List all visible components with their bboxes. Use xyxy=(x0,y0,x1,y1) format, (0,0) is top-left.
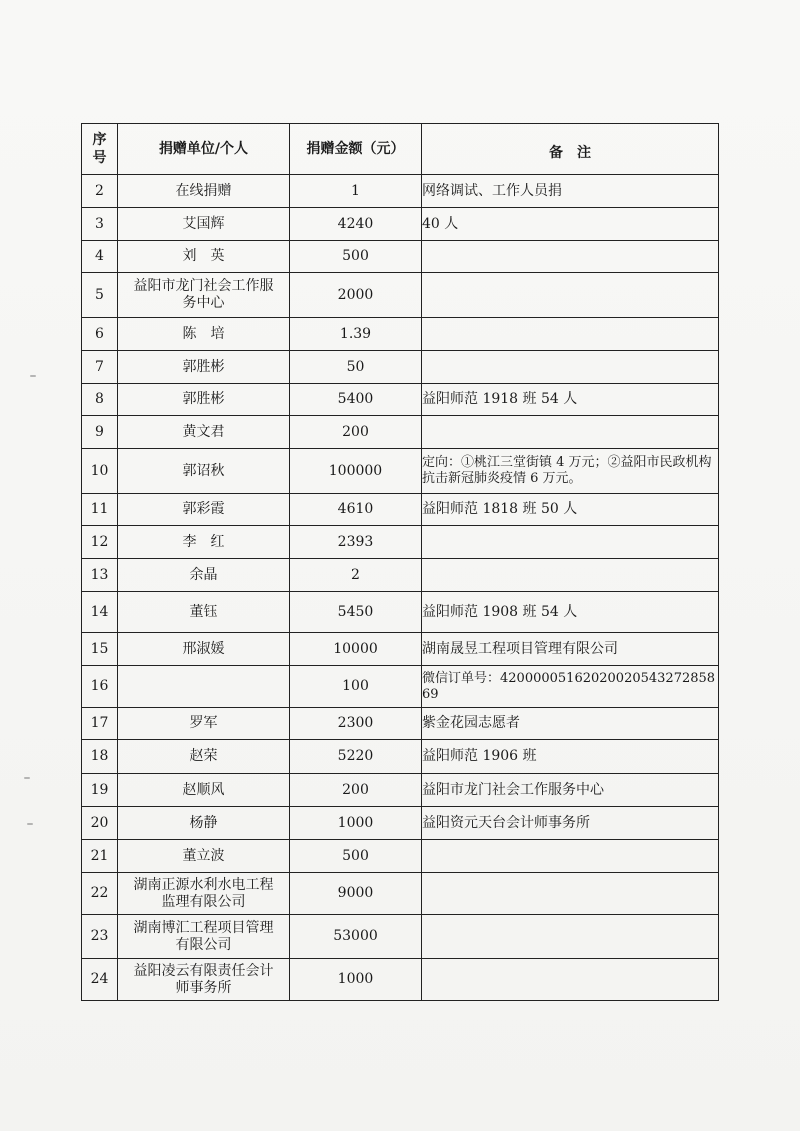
row-donor: 郭胜彬 xyxy=(118,351,290,384)
row-note xyxy=(422,351,719,384)
row-note: 网络调试、工作人员捐 xyxy=(422,175,719,208)
table-row xyxy=(82,526,719,559)
row-index: 24 xyxy=(82,959,118,1001)
row-index: 8 xyxy=(82,384,118,416)
row-index: 11 xyxy=(82,494,118,526)
row-donor: 益阳市龙门社会工作服务中心 xyxy=(118,273,290,318)
row-note xyxy=(422,915,719,959)
row-index: 21 xyxy=(82,840,118,873)
table-row xyxy=(82,559,719,592)
row-donor: 董立波 xyxy=(118,840,290,873)
row-note: 40 人 xyxy=(422,208,719,241)
row-donor xyxy=(118,666,290,708)
row-amount: 5400 xyxy=(290,384,422,416)
row-donor: 湖南正源水利水电工程监理有限公司 xyxy=(118,873,290,915)
row-note: 益阳师范 1918 班 54 人 xyxy=(422,384,719,416)
row-donor: 李 红 xyxy=(118,526,290,559)
row-amount: 100 xyxy=(290,666,422,708)
row-donor: 湖南博汇工程项目管理有限公司 xyxy=(118,915,290,959)
table-row xyxy=(82,774,719,807)
row-donor: 在线捐赠 xyxy=(118,175,290,208)
row-note xyxy=(422,318,719,351)
row-amount: 2 xyxy=(290,559,422,592)
row-index: 12 xyxy=(82,526,118,559)
row-amount: 2000 xyxy=(290,273,422,318)
header-note: 备 注 xyxy=(422,124,719,175)
row-donor: 余晶 xyxy=(118,559,290,592)
row-note xyxy=(422,416,719,449)
row-note xyxy=(422,241,719,273)
table-row xyxy=(82,273,719,318)
row-note xyxy=(422,526,719,559)
row-index: 17 xyxy=(82,708,118,740)
header-index-line1: 序 xyxy=(92,132,107,148)
row-amount: 100000 xyxy=(290,449,422,494)
table-row xyxy=(82,740,719,774)
table-row xyxy=(82,840,719,873)
table-row xyxy=(82,708,719,740)
row-index: 22 xyxy=(82,873,118,915)
row-index: 6 xyxy=(82,318,118,351)
table-row xyxy=(82,384,719,416)
row-amount: 500 xyxy=(290,840,422,873)
table-row xyxy=(82,959,719,1001)
row-index: 7 xyxy=(82,351,118,384)
row-donor: 董钰 xyxy=(118,592,290,633)
scan-speck xyxy=(30,375,36,377)
row-donor: 郭彩霞 xyxy=(118,494,290,526)
table-row xyxy=(82,416,719,449)
row-note xyxy=(422,273,719,318)
row-note: 益阳市龙门社会工作服务中心 xyxy=(422,774,719,807)
table-row xyxy=(82,666,719,708)
row-note: 紫金花园志愿者 xyxy=(422,708,719,740)
row-donor: 郭诏秋 xyxy=(118,449,290,494)
row-note: 定向：①桃江三堂街镇 4 万元；②益阳市民政机构抗击新冠肺炎疫情 6 万元。 xyxy=(422,449,719,494)
row-donor: 陈 培 xyxy=(118,318,290,351)
row-amount: 5450 xyxy=(290,592,422,633)
row-index: 14 xyxy=(82,592,118,633)
row-index: 2 xyxy=(82,175,118,208)
row-amount: 53000 xyxy=(290,915,422,959)
row-amount: 500 xyxy=(290,241,422,273)
row-amount: 10000 xyxy=(290,633,422,666)
table-row xyxy=(82,208,719,241)
row-amount: 200 xyxy=(290,774,422,807)
scan-speck xyxy=(27,823,33,825)
row-note: 益阳资元天台会计师事务所 xyxy=(422,807,719,840)
table-row xyxy=(82,318,719,351)
row-note xyxy=(422,959,719,1001)
row-amount: 2393 xyxy=(290,526,422,559)
row-donor: 邢淑媛 xyxy=(118,633,290,666)
row-amount: 50 xyxy=(290,351,422,384)
row-amount: 200 xyxy=(290,416,422,449)
row-note xyxy=(422,840,719,873)
row-amount: 2300 xyxy=(290,708,422,740)
row-index: 15 xyxy=(82,633,118,666)
row-index: 18 xyxy=(82,740,118,774)
table-row xyxy=(82,873,719,915)
row-donor: 赵荣 xyxy=(118,740,290,774)
row-index: 23 xyxy=(82,915,118,959)
header-index xyxy=(82,124,118,175)
row-donor: 艾国辉 xyxy=(118,208,290,241)
row-amount: 1000 xyxy=(290,807,422,840)
table-row xyxy=(82,592,719,633)
row-index: 5 xyxy=(82,273,118,318)
row-note xyxy=(422,873,719,915)
row-amount: 4240 xyxy=(290,208,422,241)
row-donor: 黄文君 xyxy=(118,416,290,449)
header-amount: 捐赠金额（元） xyxy=(290,124,422,175)
row-amount: 4610 xyxy=(290,494,422,526)
row-note: 益阳师范 1818 班 50 人 xyxy=(422,494,719,526)
table-row xyxy=(82,494,719,526)
table-row xyxy=(82,351,719,384)
header-donor: 捐赠单位/个人 xyxy=(118,124,290,175)
row-index: 19 xyxy=(82,774,118,807)
table-row xyxy=(82,915,719,959)
row-index: 10 xyxy=(82,449,118,494)
row-index: 13 xyxy=(82,559,118,592)
row-index: 3 xyxy=(82,208,118,241)
row-donor: 刘 英 xyxy=(118,241,290,273)
row-note: 益阳师范 1908 班 54 人 xyxy=(422,592,719,633)
table-row xyxy=(82,633,719,666)
row-note: 益阳师范 1906 班 xyxy=(422,740,719,774)
row-index: 4 xyxy=(82,241,118,273)
donation-table xyxy=(81,123,719,1001)
row-index: 9 xyxy=(82,416,118,449)
table-row xyxy=(82,241,719,273)
row-note: 微信订单号：4200000516202002054327285869 xyxy=(422,666,719,708)
table-header-row xyxy=(82,124,719,175)
row-donor: 赵顺风 xyxy=(118,774,290,807)
row-index: 16 xyxy=(82,666,118,708)
row-donor: 罗军 xyxy=(118,708,290,740)
row-amount: 1000 xyxy=(290,959,422,1001)
row-index: 20 xyxy=(82,807,118,840)
row-donor: 郭胜彬 xyxy=(118,384,290,416)
row-donor: 杨静 xyxy=(118,807,290,840)
row-donor: 益阳凌云有限责任会计师事务所 xyxy=(118,959,290,1001)
scan-speck xyxy=(24,777,30,779)
row-amount: 1 xyxy=(290,175,422,208)
row-amount: 9000 xyxy=(290,873,422,915)
table-row xyxy=(82,449,719,494)
row-amount: 1.39 xyxy=(290,318,422,351)
header-index-line2: 号 xyxy=(92,150,107,166)
row-note: 湖南晟昱工程项目管理有限公司 xyxy=(422,633,719,666)
row-amount: 5220 xyxy=(290,740,422,774)
table-row xyxy=(82,175,719,208)
row-note xyxy=(422,559,719,592)
table-row xyxy=(82,807,719,840)
